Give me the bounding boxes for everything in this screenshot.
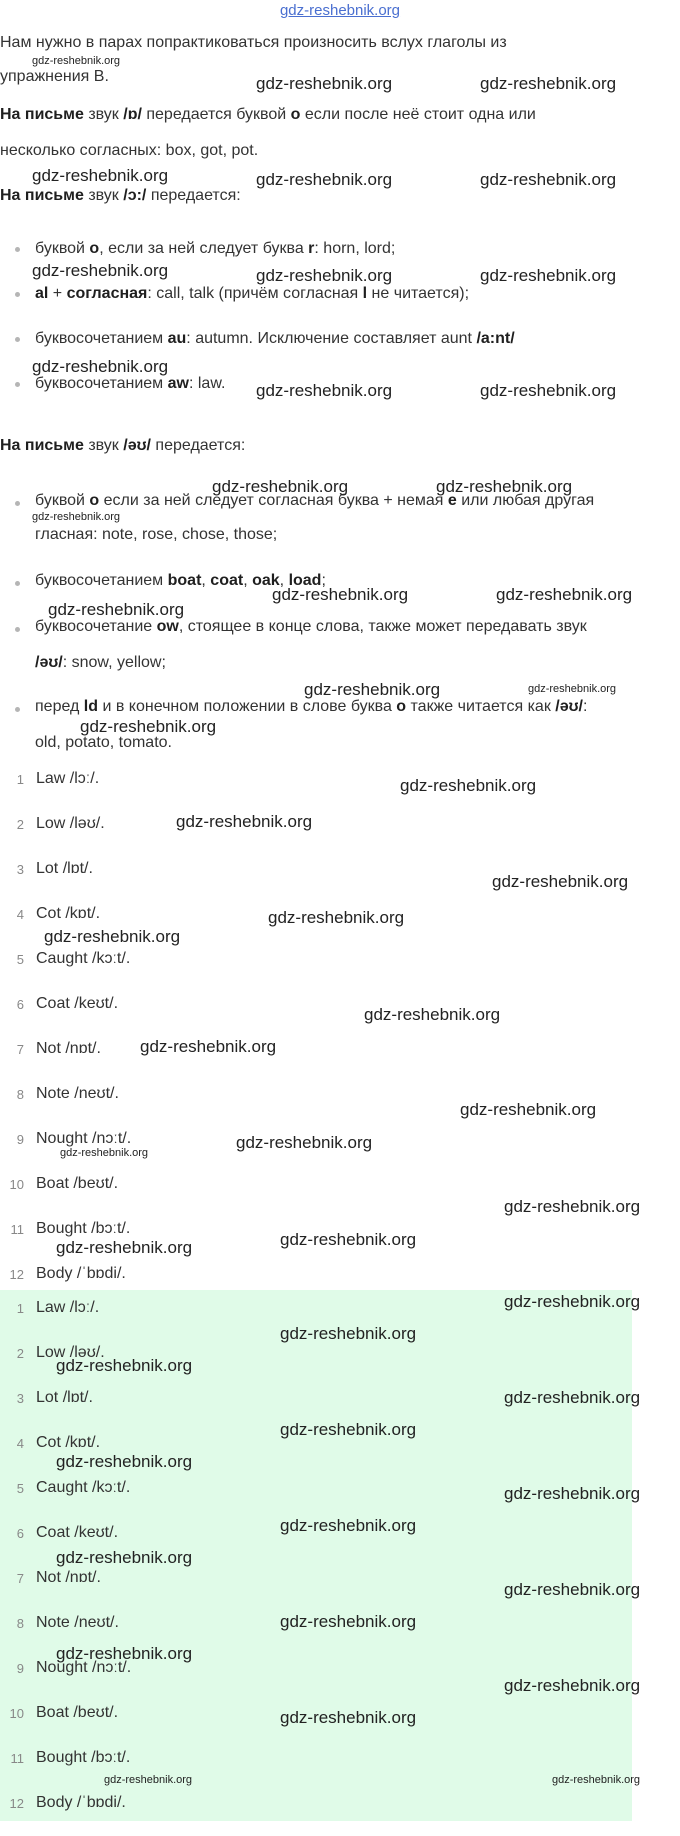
bullet-dot bbox=[15, 627, 20, 632]
watermark: gdz-reshebnik.org bbox=[528, 683, 617, 695]
watermark: gdz-reshebnik.org bbox=[496, 585, 633, 604]
watermark: gdz-reshebnik.org bbox=[256, 74, 393, 93]
watermark: gdz-reshebnik.org bbox=[272, 585, 409, 604]
list-item: 6 Coat /keʊt/. bbox=[16, 995, 119, 1012]
bullet-dot bbox=[15, 337, 20, 342]
watermark: gdz-reshebnik.org bbox=[256, 381, 393, 400]
watermark: gdz-reshebnik.org bbox=[32, 261, 169, 280]
list-item: 2 Low /ləʊ/. bbox=[16, 1344, 105, 1361]
watermark: gdz-reshebnik.org bbox=[256, 170, 393, 189]
list-item: 2 Low /ləʊ/. bbox=[16, 815, 105, 832]
list-item: 11 Bought /bɔːt/. bbox=[10, 1220, 131, 1237]
list-item: 9 Nought /nɔːt/. bbox=[16, 1130, 132, 1147]
watermark: gdz-reshebnik.org bbox=[504, 1197, 641, 1216]
watermark: gdz-reshebnik.org bbox=[32, 357, 169, 376]
list-item: 12 Body /ˈbɒdi/. bbox=[9, 1794, 126, 1811]
watermark: gdz-reshebnik.org bbox=[436, 477, 573, 496]
watermark: gdz-reshebnik.org bbox=[56, 1238, 193, 1257]
watermark: gdz-reshebnik.org bbox=[304, 680, 441, 699]
intro-line-2: упражнения В. bbox=[0, 68, 109, 85]
watermark: gdz-reshebnik.org bbox=[400, 776, 537, 795]
list-item: 5 Caught /kɔːt/. bbox=[16, 950, 131, 967]
watermark: gdz-reshebnik.org bbox=[504, 1676, 641, 1695]
list-item: 12 Body /ˈbɒdi/. bbox=[9, 1265, 126, 1282]
watermark: gdz-reshebnik.org bbox=[56, 1452, 193, 1471]
rule-o-short: На письме звук /ɒ/ передается буквой о если после неё стоит одна или несколько согласных: box, got, pot. bbox=[0, 106, 536, 159]
watermark: gdz-reshebnik.org bbox=[480, 266, 617, 285]
watermark: gdz-reshebnik.org bbox=[56, 1644, 193, 1663]
list-item: 11 Bought /bɔːt/. bbox=[10, 1749, 131, 1766]
watermark: gdz-reshebnik.org bbox=[280, 1516, 417, 1535]
watermark: gdz-reshebnik.org bbox=[280, 1324, 417, 1343]
watermark: gdz-reshebnik.org bbox=[56, 1548, 193, 1567]
watermark: gdz-reshebnik.org bbox=[504, 1580, 641, 1599]
watermark: gdz-reshebnik.org bbox=[56, 1356, 193, 1375]
watermark: gdz-reshebnik.org bbox=[480, 74, 617, 93]
rule-o-long-heading: На письме звук /ɔ:/ передается: bbox=[0, 187, 241, 204]
list-item: 3 Lot /lɒt/. bbox=[16, 1389, 93, 1406]
list-item: 7 Not /nɒt/. bbox=[16, 1040, 101, 1057]
list-item: 6 Coat /keʊt/. bbox=[16, 1524, 119, 1541]
bullet-dot bbox=[15, 581, 20, 586]
watermark: gdz-reshebnik.org bbox=[504, 1388, 641, 1407]
watermark: gdz-reshebnik.org bbox=[504, 1292, 641, 1311]
watermark: gdz-reshebnik.org bbox=[280, 1612, 417, 1631]
watermark: gdz-reshebnik.org bbox=[32, 55, 121, 67]
list-item: 10 Boat /beʊt/. bbox=[9, 1175, 119, 1192]
bullet-dot bbox=[15, 292, 20, 297]
watermark: gdz-reshebnik.org bbox=[268, 908, 405, 927]
watermark: gdz-reshebnik.org bbox=[280, 1708, 417, 1727]
watermark: gdz-reshebnik.org bbox=[60, 1147, 149, 1159]
list-item: 8 Note /neʊt/. bbox=[16, 1614, 119, 1631]
watermark: gdz-reshebnik.org bbox=[480, 381, 617, 400]
watermark: gdz-reshebnik.org bbox=[280, 1420, 417, 1439]
watermark: gdz-reshebnik.org bbox=[504, 1484, 641, 1503]
list-item: 5 Caught /kɔːt/. bbox=[16, 1479, 131, 1496]
bullet-dot bbox=[15, 247, 20, 252]
watermark: gdz-reshebnik.org bbox=[48, 600, 185, 619]
bullet-dot bbox=[15, 501, 20, 506]
list-item: 4 Cot /kɒt/. bbox=[16, 905, 101, 922]
watermark: gdz-reshebnik.org bbox=[32, 511, 121, 523]
watermark: gdz-reshebnik.org bbox=[552, 1774, 641, 1786]
watermark: gdz-reshebnik.org bbox=[140, 1037, 277, 1056]
watermark: gdz-reshebnik.org bbox=[492, 872, 629, 891]
list-item: 9 Nought /nɔːt/. bbox=[16, 1659, 132, 1676]
watermark: gdz-reshebnik.org bbox=[280, 1230, 417, 1249]
bullet-dot bbox=[15, 382, 20, 387]
watermark: gdz-reshebnik.org bbox=[256, 266, 393, 285]
watermark: gdz-reshebnik.org bbox=[176, 812, 313, 831]
site-title-link[interactable]: gdz-reshebnik.org bbox=[279, 2, 401, 19]
watermark: gdz-reshebnik.org bbox=[236, 1133, 373, 1152]
watermark: gdz-reshebnik.org bbox=[460, 1100, 597, 1119]
watermark: gdz-reshebnik.org bbox=[364, 1005, 501, 1024]
rule-ou-heading: На письме звук /əʊ/ передается: bbox=[0, 437, 246, 454]
watermark: gdz-reshebnik.org bbox=[44, 927, 181, 946]
watermark: gdz-reshebnik.org bbox=[80, 717, 217, 736]
list-item: 3 Lot /lɒt/. bbox=[16, 860, 93, 877]
list-item: 7 Not /nɒt/. bbox=[16, 1569, 101, 1586]
list-item: 8 Note /neʊt/. bbox=[16, 1085, 119, 1102]
list-item: 1 Law /lɔː/. bbox=[16, 770, 100, 787]
bullet-dot bbox=[15, 707, 20, 712]
list-item: 10 Boat /beʊt/. bbox=[9, 1704, 119, 1721]
list-item: 4 Cot /kɒt/. bbox=[16, 1434, 101, 1451]
watermark: gdz-reshebnik.org bbox=[104, 1774, 193, 1786]
watermark: gdz-reshebnik.org bbox=[480, 170, 617, 189]
list-item: 1 Law /lɔː/. bbox=[16, 1299, 100, 1316]
intro-line-1: Нам нужно в парах попрактиковаться произносить вслух глаголы из bbox=[0, 34, 507, 51]
watermark: gdz-reshebnik.org bbox=[32, 166, 169, 185]
watermark: gdz-reshebnik.org bbox=[212, 477, 349, 496]
